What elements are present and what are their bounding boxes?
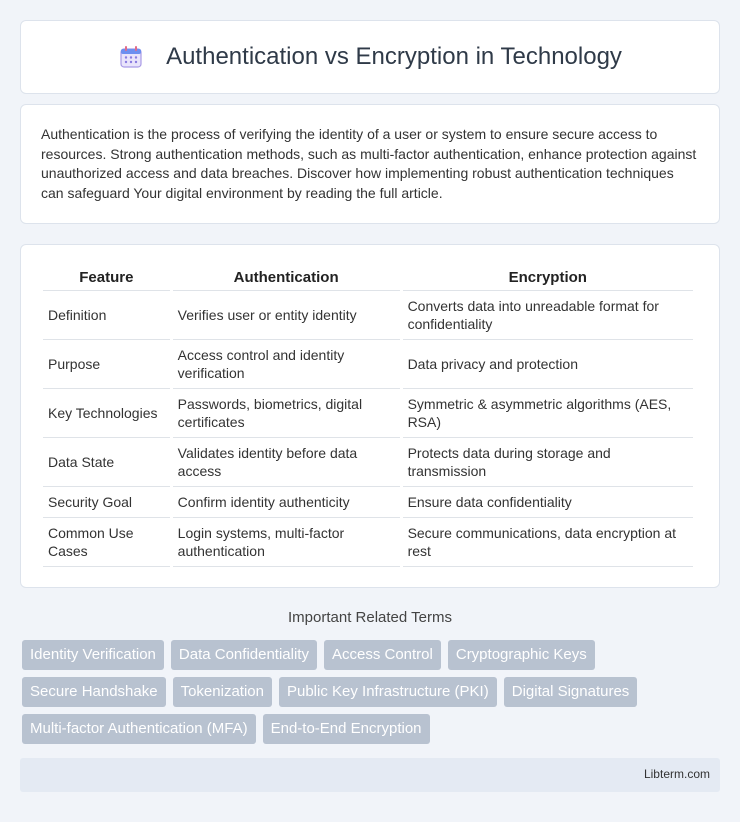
table-cell: Data State [43, 438, 170, 487]
intro-card [20, 104, 720, 224]
tag-tokenization[interactable]: Tokenization [173, 677, 272, 707]
table-row [43, 340, 693, 389]
table-cell: Key Technologies [43, 389, 170, 438]
table-cell: Login systems, multi-factor authentication [173, 518, 400, 567]
table-row [43, 518, 693, 567]
comparison-table [40, 265, 696, 567]
header-feature: Feature [43, 265, 170, 291]
header-authentication: Authentication [173, 265, 400, 291]
table-row [43, 291, 693, 340]
table-cell: Passwords, biometrics, digital certificates [173, 389, 400, 438]
page-title: Authentication vs Encryption in Technology [166, 43, 622, 70]
table-cell: Data privacy and protection [403, 340, 693, 389]
tag-digital-signatures[interactable]: Digital Signatures [504, 677, 638, 707]
table-row [43, 487, 693, 518]
tag-end-to-end-encryption[interactable]: End-to-End Encryption [263, 714, 430, 744]
table-cell: Security Goal [43, 487, 170, 518]
tag-identity-verification[interactable]: Identity Verification [22, 640, 164, 670]
related-terms-title: Important Related Terms [288, 609, 452, 626]
footer [20, 758, 720, 792]
tag-pki[interactable]: Public Key Infrastructure (PKI) [279, 677, 497, 707]
table-cell: Converts data into unreadable format for confidentiality [403, 291, 693, 340]
related-terms-tags [22, 640, 702, 751]
table-cell: Validates identity before data access [173, 438, 400, 487]
table-cell: Confirm identity authenticity [173, 487, 400, 518]
tag-data-confidentiality[interactable]: Data Confidentiality [171, 640, 317, 670]
table-header-row [43, 265, 693, 291]
table-row [43, 389, 693, 438]
intro-paragraph: Authentication is the process of verifying the identity of a user or system to ensure secure access to resources. Strong authentication methods, such as multi-factor authentication, enhance protection against unauthorized access and data breaches. Discover how implementing robust authentication techniques can safeguard Your digital environment by reading the full article. [41, 126, 697, 201]
table-cell: Ensure data confidentiality [403, 487, 693, 518]
title-card [20, 20, 720, 94]
table-cell: Definition [43, 291, 170, 340]
table-cell: Protects data during storage and transmission [403, 438, 693, 487]
table-cell: Secure communications, data encryption at rest [403, 518, 693, 567]
table-row [43, 438, 693, 487]
table-cell: Purpose [43, 340, 170, 389]
table-cell: Common Use Cases [43, 518, 170, 567]
tag-cryptographic-keys[interactable]: Cryptographic Keys [448, 640, 595, 670]
tag-mfa[interactable]: Multi-factor Authentication (MFA) [22, 714, 256, 744]
tag-secure-handshake[interactable]: Secure Handshake [22, 677, 166, 707]
table-cell: Verifies user or entity identity [173, 291, 400, 340]
table-cell: Access control and identity verification [173, 340, 400, 389]
comparison-table-card [20, 244, 720, 588]
table-cell: Symmetric & asymmetric algorithms (AES, RSA) [403, 389, 693, 438]
header-encryption: Encryption [403, 265, 693, 291]
footer-site-link[interactable]: Libterm.com [643, 767, 710, 781]
calendar-icon [118, 44, 144, 70]
tag-access-control[interactable]: Access Control [324, 640, 441, 670]
